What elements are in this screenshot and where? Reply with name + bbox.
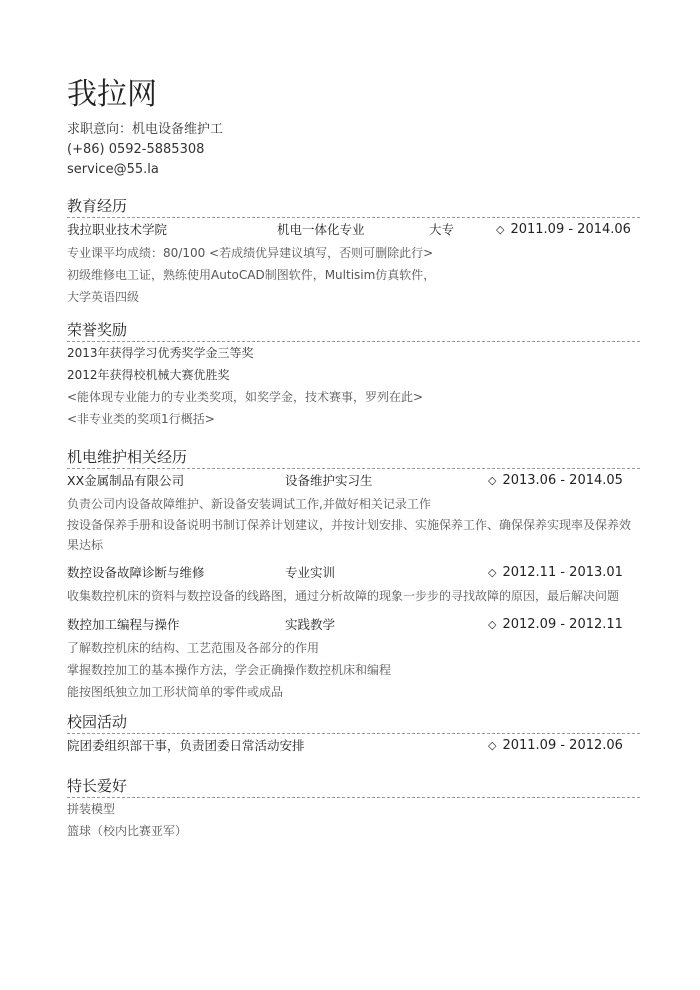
- education-line: 初级维修电工证，熟练使用AutoCAD制图软件，Multisim仿真软件，: [67, 268, 436, 282]
- experience-org: XX金属制品有限公司: [67, 473, 185, 488]
- education-date: ◇ 2011.09 - 2014.06: [496, 222, 631, 237]
- experience-date: ◇ 2012.11 - 2013.01: [488, 565, 623, 580]
- resume-header: [67, 78, 223, 180]
- experience-entry: [67, 469, 640, 493]
- experience-date: ◇ 2012.09 - 2012.11: [488, 617, 623, 632]
- diamond-outline-icon: ◇: [496, 223, 505, 236]
- candidate-name: 我拉网: [67, 77, 157, 112]
- education-line: 大学英语四级: [67, 290, 140, 304]
- campus-entry: [67, 734, 640, 758]
- campus-date: ◇ 2011.09 - 2012.06: [488, 738, 623, 753]
- diamond-outline-icon: ◇: [488, 618, 497, 631]
- honors-section: [67, 320, 640, 430]
- hobbies-section: [67, 776, 640, 842]
- experience-org: 数控加工编程与操作: [67, 617, 180, 632]
- diamond-outline-icon: ◇: [488, 474, 497, 487]
- honors-title: 荣誉奖励: [67, 320, 640, 342]
- campus-title: 校园活动: [67, 712, 640, 734]
- education-entry: [67, 218, 640, 242]
- experience-line: 负责公司内设备故障维护、新设备安装调试工作,并做好相关记录工作: [67, 497, 431, 511]
- education-section: [67, 196, 640, 308]
- hobbies-title: 特长爱好: [67, 776, 640, 798]
- experience-role: 专业实训: [285, 565, 336, 580]
- school-name: 我拉职业技术学院: [67, 222, 168, 237]
- education-title: 教育经历: [67, 196, 640, 218]
- experience-line: 了解数控机床的结构、工艺范围及各部分的作用: [67, 641, 320, 655]
- email-address: service@55.la: [67, 162, 159, 177]
- experience-date: ◇ 2013.06 - 2014.05: [488, 473, 623, 488]
- honor-item: <能体现专业能力的专业类奖项，如奖学金，技术赛事，罗列在此>: [67, 390, 424, 404]
- diamond-outline-icon: ◇: [488, 739, 497, 752]
- experience-line: 掌握数控加工的基本操作方法，学会正确操作数控机床和编程: [67, 663, 392, 677]
- experience-section: [67, 447, 640, 703]
- experience-entry: [67, 613, 640, 637]
- experience-line: 收集数控机床的资料与数控设备的线路图，通过分析故障的现象一步步的寻找故障的原因，最后解决问题: [67, 589, 620, 603]
- major-name: 机电一体化专业: [277, 222, 365, 237]
- experience-org: 数控设备故障诊断与维修: [67, 565, 205, 580]
- experience-role: 设备维护实习生: [285, 473, 373, 488]
- campus-activity: 院团委组织部干事，负责团委日常活动安排: [67, 738, 305, 753]
- degree-level: 大专: [429, 222, 455, 237]
- diamond-outline-icon: ◇: [488, 566, 497, 579]
- experience-role: 实践教学: [285, 617, 336, 632]
- hobby-item: 篮球（校内比赛亚军）: [67, 824, 188, 838]
- experience-line: 按设备保养手册和设备说明书制订保养计划建议，并按计划安排、实施保养工作、确保保养实现率及保养效果达标: [67, 518, 632, 552]
- campus-section: [67, 712, 640, 758]
- honor-item: 2013年获得学习优秀奖学金三等奖: [67, 346, 254, 360]
- hobby-item: 拼装模型: [67, 802, 116, 816]
- honor-item: <非专业类的奖项1行概括>: [67, 412, 215, 426]
- job-objective: 求职意向：机电设备维护工: [67, 122, 224, 137]
- experience-line: 能按图纸独立加工形状简单的零件或成品: [67, 685, 284, 699]
- honor-item: 2012年获得校机械大赛优胜奖: [67, 368, 230, 382]
- experience-entry: [67, 561, 640, 585]
- phone-number: (+86) 0592-5885308: [67, 142, 205, 157]
- experience-title: 机电维护相关经历: [67, 447, 640, 469]
- education-line: 专业课平均成绩：80/100 <若成绩优异建议填写，否则可删除此行>: [67, 246, 434, 260]
